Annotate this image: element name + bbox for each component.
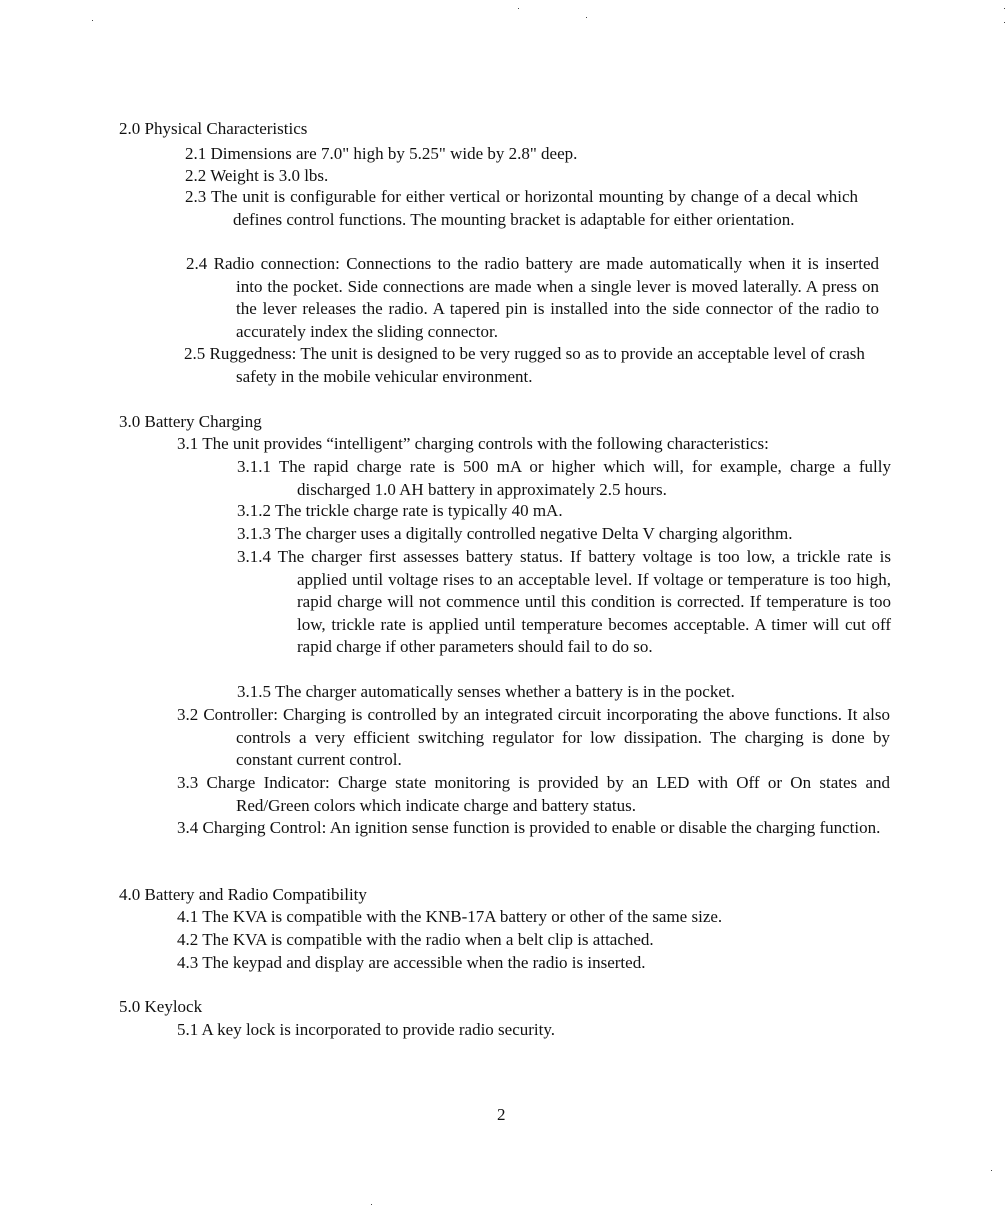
item-3-1-4: 3.1.4 The charger first assesses battery status. If battery voltage is too low, a trickle rate is applied until voltage rises to an acceptable level. If voltage or temperature is too high, rapid charge will not commence until this condition is corrected. If temperature is too low, trickle rate is applied until temperature becomes acceptable. A timer will cut off rapid charge if other parameters should fail to do so. [237,547,891,656]
item-2-3: 2.3 The unit is configurable for either vertical or horizontal mounting by change of a decal which defines control functions. The mounting bracket is adaptable for either orientation. [185,187,858,229]
scan-speck [371,1204,372,1205]
scan-speck [518,8,519,9]
section-heading-2: 2.0 Physical Characteristics [119,119,308,138]
item-3-1-3: 3.1.3 The charger uses a digitally controlled negative Delta V charging algorithm. [237,524,793,543]
scan-speck [92,20,93,21]
page-number: 2 [497,1105,506,1124]
item-3-1: 3.1 The unit provides “intelligent” charging controls with the following characteristics: [177,434,769,453]
section-heading-4: 4.0 Battery and Radio Compatibility [119,885,367,904]
scan-speck [1004,22,1005,23]
section-heading-5: 5.0 Keylock [119,997,203,1016]
item-4-3: 4.3 The keypad and display are accessible when the radio is inserted. [177,953,646,972]
item-4-2: 4.2 The KVA is compatible with the radio when a belt clip is attached. [177,930,654,949]
scan-speck [586,17,587,18]
item-5-1: 5.1 A key lock is incorporated to provide radio security. [177,1020,556,1039]
item-2-2: 2.2 Weight is 3.0 lbs. [185,166,329,185]
item-3-1-1: 3.1.1 The rapid charge rate is 500 mA or higher which will, for example, charge a fully discharged 1.0 AH battery in approximately 2.5 hours. [237,457,891,499]
item-4-1: 4.1 The KVA is compatible with the KNB-17A battery or other of the same size. [177,907,723,926]
scan-speck [1004,8,1005,9]
item-2-1: 2.1 Dimensions are 7.0" high by 5.25" wide by 2.8" deep. [185,144,578,163]
item-3-4: 3.4 Charging Control: An ignition sense function is provided to enable or disable the charging function. [177,818,881,837]
item-3-2: 3.2 Controller: Charging is controlled by an integrated circuit incorporating the above functions. It also controls a very efficient switching regulator for low dissipation. The charging is done by constant current control. [177,705,890,769]
section-heading-3: 3.0 Battery Charging [119,412,262,431]
item-2-5: 2.5 Ruggedness: The unit is designed to be very rugged so as to provide an acceptable level of crash safety in the mobile vehicular environment. [184,344,865,386]
item-3-1-2: 3.1.2 The trickle charge rate is typically 40 mA. [237,501,563,520]
item-3-1-5: 3.1.5 The charger automatically senses whether a battery is in the pocket. [237,682,735,701]
scan-speck [991,1170,992,1171]
item-3-3: 3.3 Charge Indicator: Charge state monitoring is provided by an LED with Off or On states and Red/Green colors which indicate charge and battery status. [177,773,890,815]
item-2-4: 2.4 Radio connection: Connections to the radio battery are made automatically when it is inserted into the pocket. Side connections are made when a single lever is moved laterally. A press on the lever releases the radio. A tapered pin is installed into the side connector of the radio to accurately index the sliding connector. [186,254,879,341]
